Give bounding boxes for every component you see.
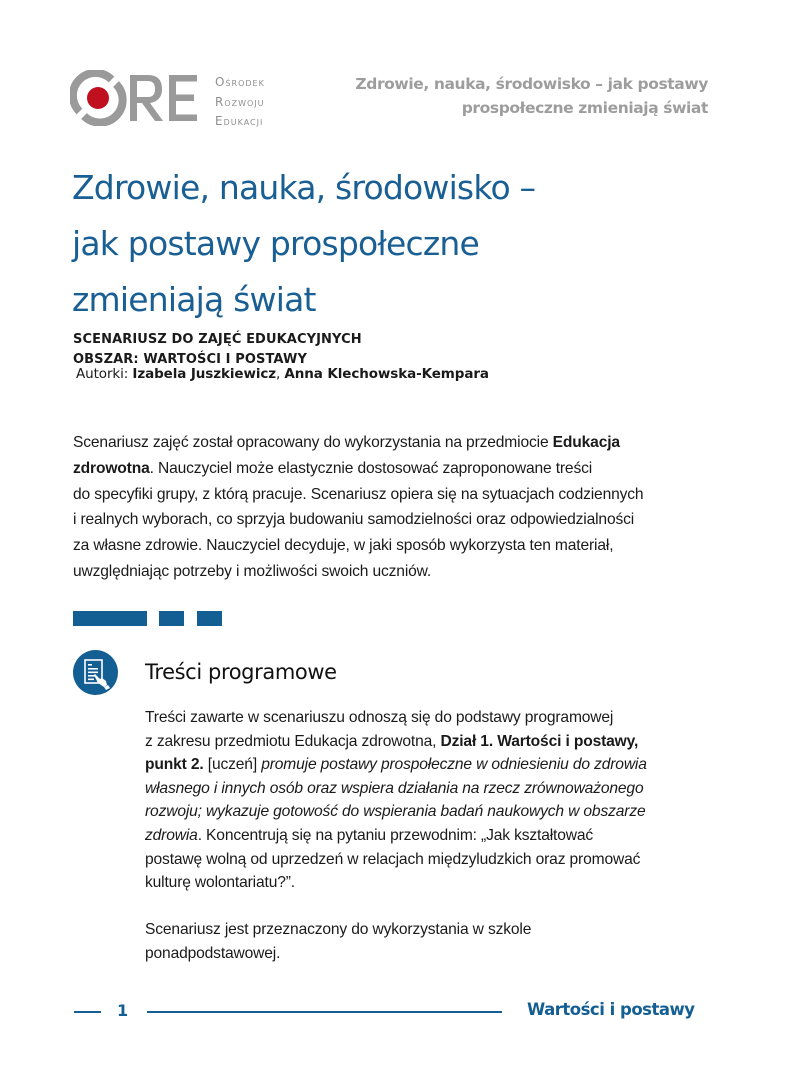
intro-text: do specyfiki grupy, z którą pracuje. Scenariusz opiera się na sytuacjach codziennych [73,485,644,503]
section-text: Treści zawarte w scenariuszu odnoszą się do podstawy programowej [145,709,614,726]
document-hand-icon [73,650,118,695]
intro-text: . Nauczyciel może elastycznie dostosować zaproponowane treści [149,459,593,477]
running-head-line-2: prospołeczne zmieniają świat [461,99,708,117]
section-text: . Koncentrują się na pytaniu przewodnim: „Jak kształtować [197,826,594,844]
section-text: kulturę wolontariatu?”. [145,874,295,892]
section-text: [uczeń] [203,756,262,774]
intro-bold-subject-cont: zdrowotna [73,459,150,477]
intro-text: Scenariusz zajęć został opracowany do wykorzystania na przedmiocie [73,434,553,451]
running-head [308,72,708,120]
ore-logo [70,70,280,126]
separator-bar-short-1 [159,611,184,626]
section-body [145,706,715,966]
section-italic-quote: własnego i innych osób oraz wspiera działania na rzecz zrównoważonego [145,779,644,797]
title-line-2: jak postawy prospołeczne [72,224,479,263]
authors [76,366,489,382]
ore-logo-mark-icon [70,70,205,126]
footer-rule-short [74,1011,101,1013]
page-title [72,160,632,328]
intro-bold-subject: Edukacja [552,434,620,451]
footer-section-label: Wartości i postawy [527,1000,695,1019]
scenario-subtitle [73,330,362,370]
section-italic-quote: zdrowia [145,826,198,844]
logo-line-3: Edukacji [215,114,264,128]
intro-paragraph [73,430,733,585]
logo-wordmark [215,73,265,132]
running-head-line-1: Zdrowie, nauka, środowisko – jak postawy [355,75,708,93]
logo-line-2: Rozwoju [215,94,265,109]
section-text: ponadpodstawowej. [145,944,281,962]
section-bold-ref: Dział 1. Wartości i postawy, [440,732,639,750]
separator-bar-short-2 [197,611,222,626]
section-text: z zakresu przedmiotu Edukacja zdrowotna, [145,732,441,750]
author-1: Izabela Juszkiewicz [132,366,277,382]
section-italic-quote: promuje postawy prospołeczne w odniesieniu do zdrowia [261,756,647,774]
scenario-area: OBSZAR: WARTOŚCI I POSTAWY [73,352,307,367]
separator-bar-long [73,611,147,626]
intro-text: i realnych wyborach, co sprzyja budowaniu samodzielności oraz odpowiedzialności [73,511,635,529]
scenario-type: SCENARIUSZ DO ZAJĘĆ EDUKACYJNYCH [73,332,362,347]
author-2: Anna Klechowska-Kempara [284,366,489,382]
authors-separator: , [276,366,285,382]
title-line-3: zmieniają świat [72,280,316,319]
logo-line-1: Ośrodek [215,75,265,89]
footer-rule-long [147,1011,502,1013]
paragraph-gap [145,895,715,919]
page-number: 1 [117,1001,129,1020]
section-title: Treści programowe [145,660,337,684]
title-line-1: Zdrowie, nauka, środowisko – [72,168,536,207]
section-text: postawę wolną od uprzedzeń w relacjach międzyludzkich oraz promować [145,850,641,868]
section-text: Scenariusz jest przeznaczony do wykorzystania w szkole [145,921,532,939]
intro-text: uwzględniając potrzeby i możliwości swoich uczniów. [73,562,432,580]
section-bold-ref: punkt 2. [145,756,204,774]
authors-label: Autorki: [76,366,133,382]
intro-text: za własne zdrowie. Nauczyciel decyduje, w jaki sposób wykorzysta ten materiał, [73,537,614,555]
section-italic-quote: rozwoju; wykazuje gotowość do wspierania badań naukowych w obszarze [145,803,646,821]
